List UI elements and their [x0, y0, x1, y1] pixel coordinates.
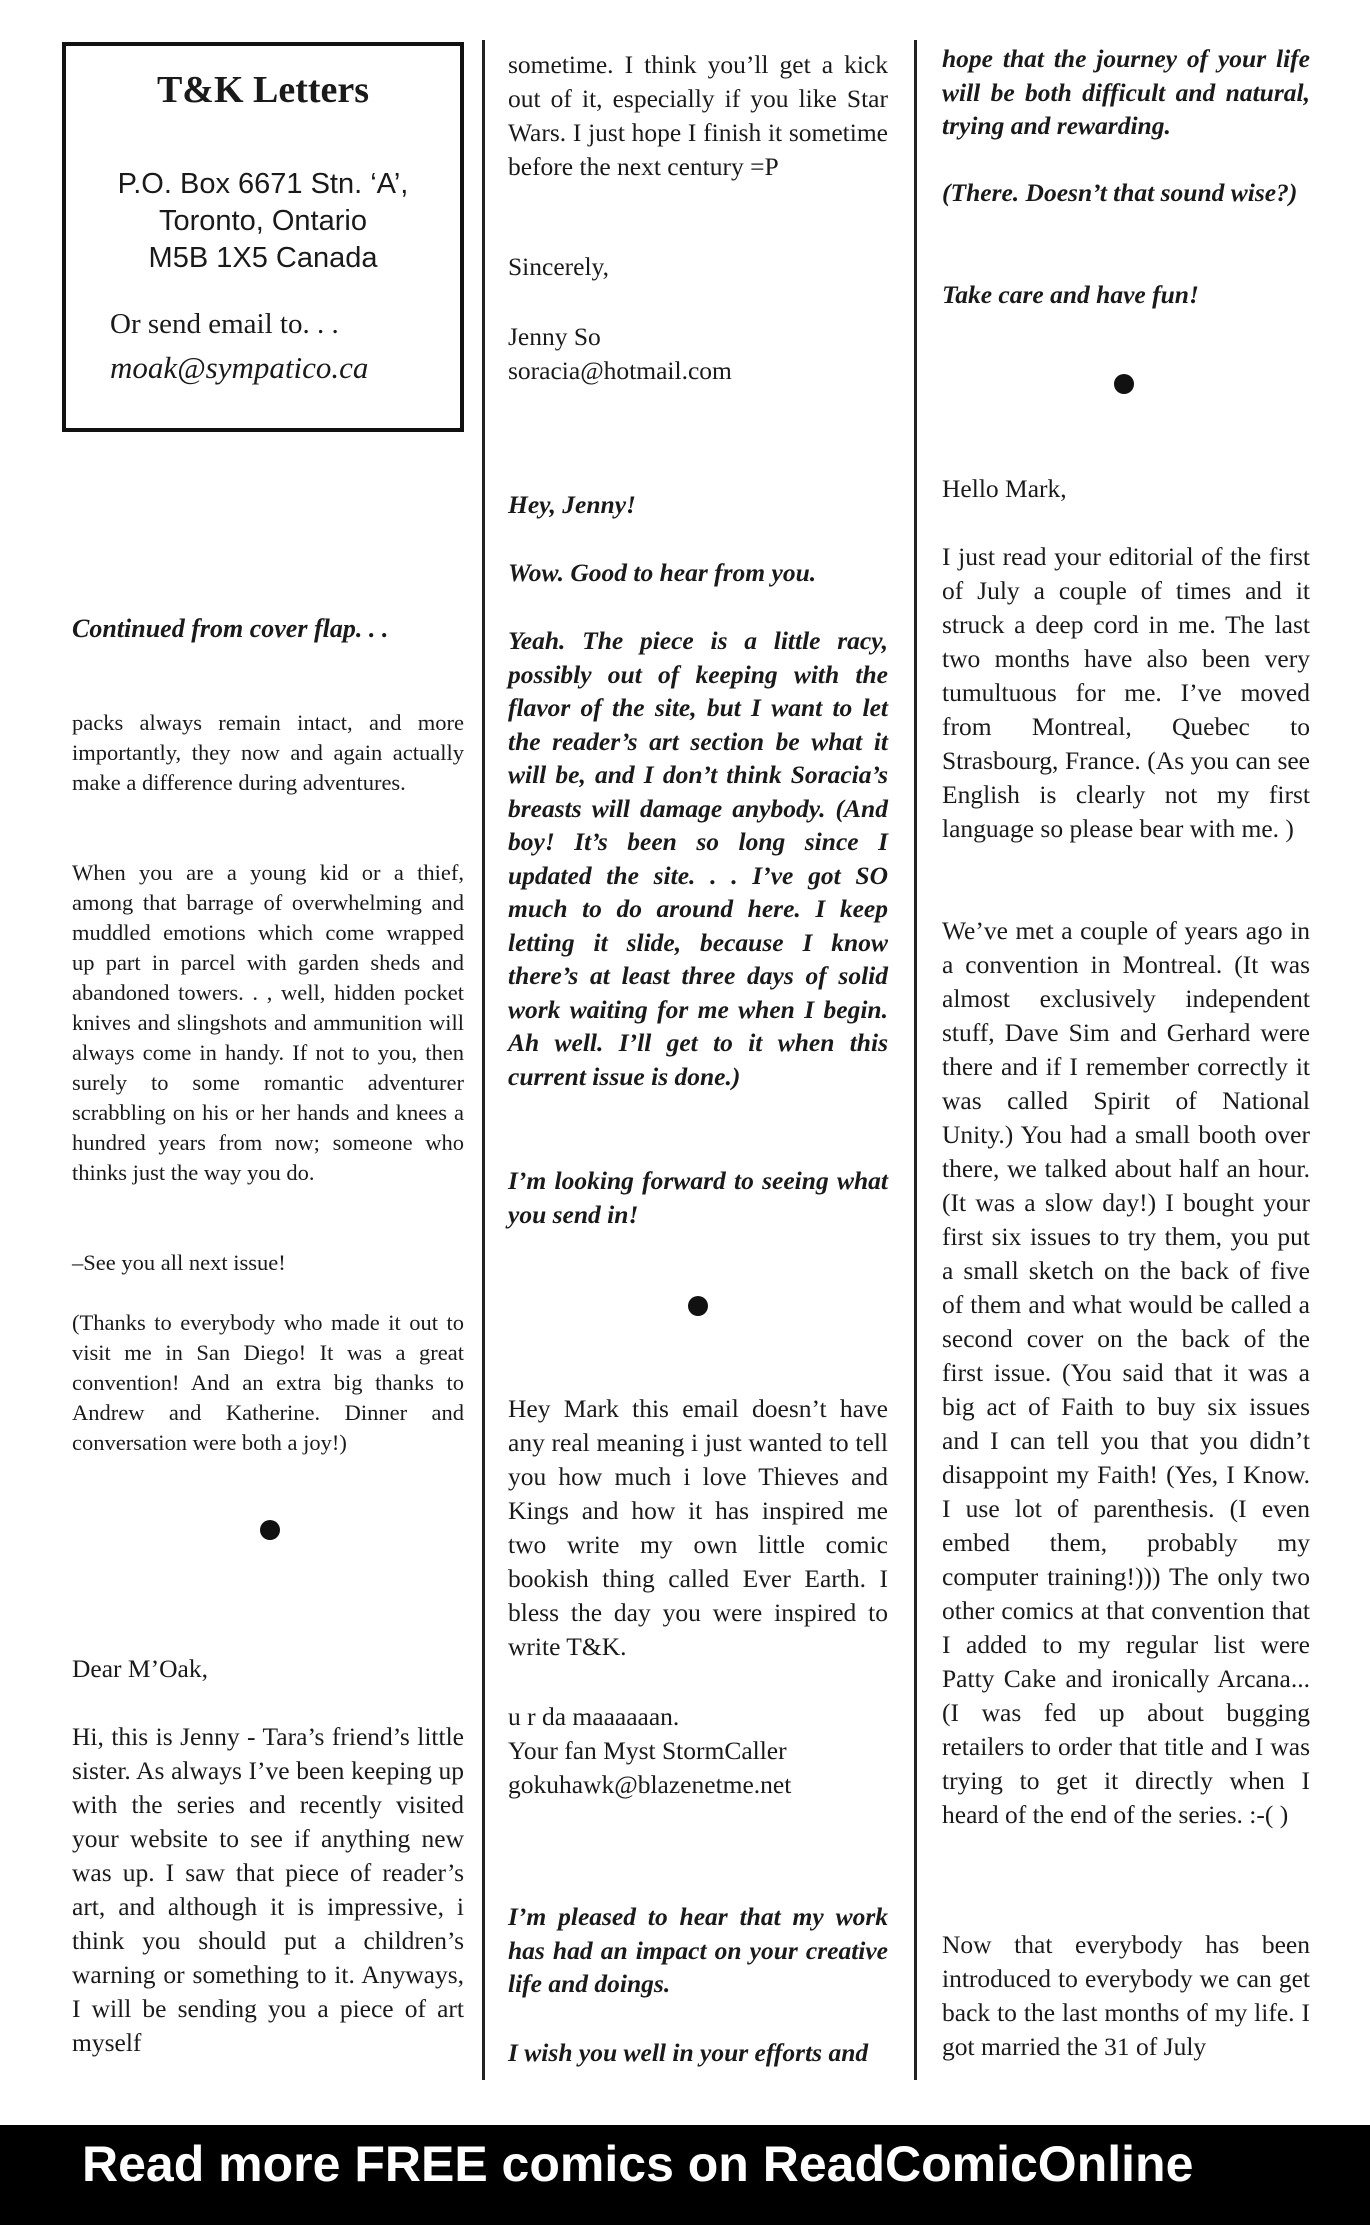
contact-email[interactable]: moak@sympatico.ca [110, 350, 369, 385]
letter-2-sig-line-1: u r da maaaaaan. [508, 1702, 680, 1731]
continued-heading: Continued from cover flap. . . [72, 614, 389, 643]
reply-greeting: Hey, Jenny! [508, 490, 636, 519]
letter-3-paragraph-2: We’ve met a couple of years ago in a convention in Montreal. (It was almost exclusively independent stuff, Dave Sim and Gerhard were there and if I remember correctly it was called Spirit of National Unity.) You had a small booth over there, we talked about half an hour. (It was a slow day!) I bought your first six issues to try them, you put a small sketch on the back of five of them and what would be called a second cover on the back of the first issue. (You said that it was a big act of Faith to buy six issues and I can tell you that you didn’t disappoint my Faith! (Yes, I Know. I use lot of parenthesis. (I even embed them, probably my computer training!))) The only two other comics at that convention that I added to my regular list were Patty Cake and ironically Arcana... (I was fed up about bugging retailers to order that title and I was trying to get it directly when I heard of the end of the series. :-( ) [942, 916, 1310, 1829]
reply-paragraph-1: Wow. Good to hear from you. [508, 558, 817, 587]
reply-farewell: Take care and have fun! [942, 280, 1199, 309]
promo-banner[interactable] [0, 2125, 1370, 2225]
letters-title: T&K Letters [156, 69, 370, 111]
letter-3-paragraph-1: I just read your editorial of the first of July a couple of times and it struck a deep cord in me. The last two months have also been very tumultuous for me. I’ve moved from Montreal, Quebec to Strasbourg, France. (As you can see English is clearly not my first language so please bear with me. ) [942, 542, 1310, 843]
section-bullet [688, 1296, 708, 1316]
reply-aside: (There. Doesn’t that sound wise?) [942, 178, 1298, 207]
letter-3-greeting: Hello Mark, [942, 474, 1067, 503]
reply-2-paragraph-2: I wish you well in your efforts and [508, 2038, 869, 2067]
letter-2-sig-email: gokuhawk@blazenetme.net [508, 1770, 792, 1799]
address-box [62, 42, 464, 432]
letter-2-body: Hey Mark this email doesn’t have any real meaning i just wanted to tell you how much i love Thieves and Kings and how it has inspired me two write my own little comic bookish thing called Ever Earth. I bless the day you were inspired to write T&K. [508, 1394, 888, 1661]
column-divider-1 [482, 40, 485, 2080]
reply-paragraph-2: Yeah. The piece is a little racy, possibly out of keeping with the flavor of the site, but I want to let the reader’s art section be what it will be, and I don’t think Soracia’s breasts will damage anybody. (And boy! It’s been so long since I updated the site. . . I’ve got SO much to do around here. I keep letting it slide, because I know there’s at least three days of solid work waiting for me when I begin. Ah well. I’ll get to it when this current issue is done.) [508, 626, 888, 1091]
letter-greeting: Dear M’Oak, [72, 1654, 208, 1683]
signature-email: soracia@hotmail.com [508, 356, 732, 385]
address-line-3: M5B 1X5 Canada [148, 242, 378, 274]
promo-banner-text[interactable]: Read more FREE comics on ReadComicOnline [82, 2136, 1194, 2192]
editorial-paragraph-1: packs always remain intact, and more importantly, they now and again actually make a difference during adventures. [72, 710, 464, 795]
letter-2-sig-line-2: Your fan Myst StormCaller [508, 1736, 787, 1765]
address-line-2: Toronto, Ontario [159, 205, 367, 237]
letter-continuation: sometime. I think you’ll get a kick out of it, especially if you like Star Wars. I just hope I finish it sometime before the next century =P [508, 50, 888, 181]
section-bullet [1114, 374, 1134, 394]
column-divider-2 [914, 40, 917, 2080]
signature-name: Jenny So [508, 322, 601, 351]
section-bullet [260, 1520, 280, 1540]
letter-closing: Sincerely, [508, 252, 610, 281]
letter-paragraph: Hi, this is Jenny - Tara’s friend’s little sister. As always I’ve been keeping up with the series and recently visited your website to see if anything new was up. I saw that piece of reader’s art, and although it is impressive, i think you should put a children’s warning or something to it. Anyways, I will be sending you a piece of art myself [72, 1722, 464, 2057]
reply-2-paragraph-1: I’m pleased to hear that my work has had an impact on your creative life and doings. [508, 1902, 888, 1998]
editorial-paragraph-2: When you are a young kid or a thief, among that barrage of overwhelming and muddled emotions which come wrapped up part in parcel with garden sheds and abandoned towers. . , well, hidden pocket knives and slingshots and ammunition will always come in handy. If not to you, then surely to some romantic adventurer scrabbling on his or her hands and knees a hundred years from now; someone who thinks just the way you do. [72, 860, 464, 1185]
reply-paragraph-3: I’m looking forward to seeing what you send in! [508, 1166, 888, 1229]
reply-continuation: hope that the journey of your life will be both difficult and natural, trying and rewarding. [942, 44, 1310, 140]
editorial-thanks: (Thanks to everybody who made it out to visit me in San Diego! It was a great convention! And an extra big thanks to Andrew and Katherine. Dinner and conversation were both a joy!) [72, 1310, 464, 1455]
email-lead: Or send email to. . . [110, 308, 339, 340]
editorial-signoff: –See you all next issue! [72, 1250, 286, 1275]
address-line-1: P.O. Box 6671 Stn. ‘A’, [117, 168, 409, 200]
letter-3-paragraph-3: Now that everybody has been introduced to everybody we can get back to the last months of my life. I got married the 31 of July [942, 1930, 1310, 2061]
